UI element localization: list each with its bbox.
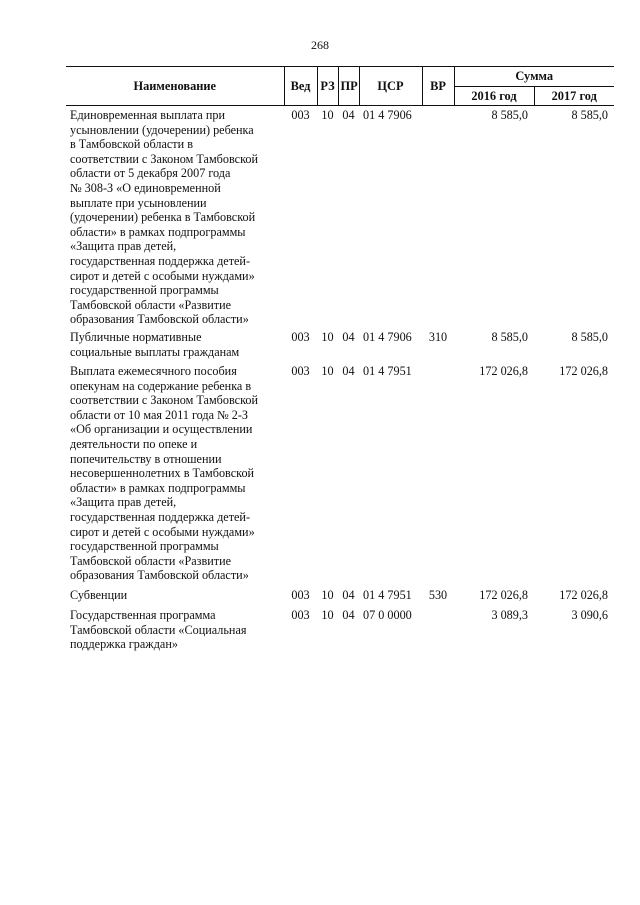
row-sum-2016: 8 585,0 [491,330,528,344]
header-ved: Вед [284,67,317,106]
row-name: Публичные нормативные социальные выплаты гражданам [70,330,240,359]
row-sum-2017: 8 585,0 [571,330,609,344]
row-rz: 10 [321,330,334,344]
row-sum-2016: 172 026,8 [479,588,528,602]
row-sum-2016: 3 089,3 [491,608,528,622]
row-rz: 10 [321,364,334,378]
row-vr: 310 [428,330,448,344]
header-name: Наименование [66,67,284,106]
row-csr: 01 4 7951 [363,588,412,602]
row-name: Выплата ежемесячного пособия опекунам на содержание ребенка в соответствии с Законом Тамбовской области от 10 мая 2011 года № 2-З «Об организации и осуществлении деятельности по опеке и попечительству в отношении несовершеннолетних в Тамбовской области» в рамках подпрограммы «Защита прав детей, государственная поддержка детей- сирот и детей с особыми нуждами» государственной программы Тамбовской области «Развитие образования Тамбовской области» [70,364,258,583]
row-vr [422,364,454,588]
row-csr: 01 4 7951 [363,364,412,378]
row-rz: 10 [321,108,334,122]
header-pr: ПР [338,67,359,106]
row-pr: 04 [342,108,355,122]
row-csr: 07 0 0000 [363,608,412,622]
row-sum-2017: 8 585,0 [571,108,609,122]
table-row [66,588,614,608]
row-pr: 04 [342,330,355,344]
row-vr [422,106,454,331]
header-year-2017: 2017 год [534,87,614,106]
table-row [66,608,614,664]
row-sum-2017: 172 026,8 [559,364,609,378]
row-sum-2016: 8 585,0 [491,108,528,122]
row-ved: 003 [291,364,310,378]
row-ved: 003 [291,108,310,122]
page-number: 268 [311,38,329,52]
row-vr: 530 [428,588,448,602]
table-row [66,330,614,364]
header-year-2016: 2016 год [454,87,534,106]
row-rz: 10 [321,608,334,622]
row-name: Единовременная выплата при усыновлении (удочерении) ребенка в Тамбовской области в соответствии с Законом Тамбовской области от 5 декабря 2007 года № 308-З «О единовременной выплате при усыновлении (удочерении) ребенка в Тамбовской области» в рамках подпрограммы «Защита прав детей, государственная поддержка детей- сирот и детей с особыми нуждами» государственной программы Тамбовской области «Развитие образования Тамбовской области» [70,108,258,327]
row-pr: 04 [342,364,355,378]
row-pr: 04 [342,608,355,622]
row-sum-2016: 172 026,8 [479,364,528,378]
row-ved: 003 [291,330,310,344]
header-rz: РЗ [317,67,338,106]
row-ved: 003 [291,608,310,622]
row-name: Субвенции [70,588,128,602]
row-csr: 01 4 7906 [363,108,412,122]
table-header [66,67,614,106]
row-ved: 003 [291,588,310,602]
header-sum: Сумма [454,67,614,87]
row-rz: 10 [321,588,334,602]
row-csr: 01 4 7906 [363,330,412,344]
table-row [66,364,614,588]
budget-table [66,66,614,664]
row-vr [422,608,454,664]
table-row [66,106,614,331]
row-pr: 04 [342,588,355,602]
header-csr: ЦСР [359,67,422,106]
row-sum-2017: 172 026,8 [559,588,609,602]
header-vr: ВР [422,67,454,106]
row-sum-2017: 3 090,6 [571,608,609,622]
row-name: Государственная программа Тамбовской области «Социальная поддержка граждан» [70,608,247,652]
